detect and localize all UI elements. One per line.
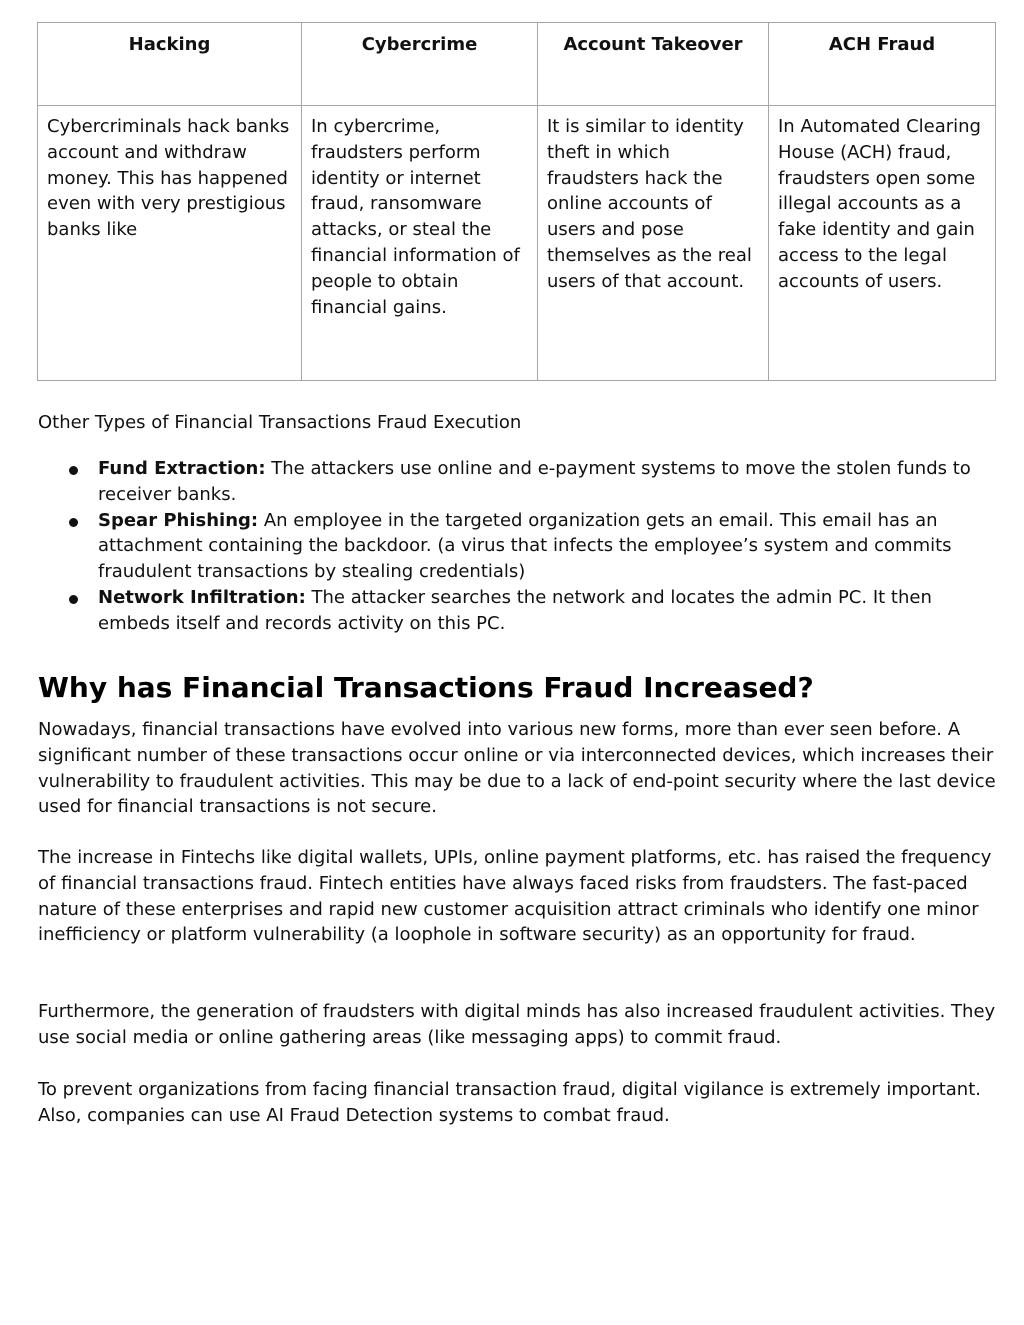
bullet-icon xyxy=(69,466,78,475)
table-cell: Cybercriminals hack banks account and withdraw money. This has happened even with very prestigious banks like xyxy=(38,106,302,381)
intro-text: Other Types of Financial Transactions Fraud Execution xyxy=(38,412,522,433)
table-cell: In cybercrime, fraudsters perform identity or internet fraud, ransomware attacks, or steal the financial information of people to obtain financial gains. xyxy=(302,106,538,381)
table-header-row xyxy=(38,23,996,106)
list-item-text: An employee in the targeted organization gets an email. This email has an attachment containing the backdoor. (a virus that infects the employee’s system and commits fraudulent transactions by stealing credentials) xyxy=(98,509,952,583)
table-row xyxy=(38,106,996,381)
list-item-text: The attackers use online and e-payment systems to move the stolen funds to receiver banks. xyxy=(98,458,971,505)
section-heading: Why has Financial Transactions Fraud Increased? xyxy=(38,671,814,704)
list-item-term: Fund Extraction: xyxy=(98,458,266,479)
list-item-text: The attacker searches the network and locates the admin PC. It then embeds itself and records activity on this PC. xyxy=(98,586,932,634)
body-paragraph: To prevent organizations from facing financial transaction fraud, digital vigilance is extremely important. Also, companies can use AI Fraud Detection systems to combat fraud. xyxy=(38,1079,981,1126)
body-paragraph: Furthermore, the generation of fraudsters with digital minds has also increased fraudulent activities. They use social media or online gathering areas (like messaging apps) to commit fraud. xyxy=(38,1001,996,1048)
table-header-cell: ACH Fraud xyxy=(769,23,996,106)
list-item xyxy=(38,456,998,508)
bullet-icon xyxy=(69,518,78,527)
list-item xyxy=(38,508,998,585)
list-item xyxy=(38,585,998,637)
table-header-cell: Account Takeover xyxy=(538,23,769,106)
table-cell: It is similar to identity theft in which fraudsters hack the online accounts of users and pose themselves as the real users of that account. xyxy=(538,106,769,381)
table-header-cell: Hacking xyxy=(38,23,302,106)
fraud-types-table xyxy=(37,22,996,381)
fraud-execution-list xyxy=(38,456,998,637)
list-item-term: Spear Phishing: xyxy=(98,509,259,531)
body-paragraph: The increase in Fintechs like digital wallets, UPIs, online payment platforms, etc. has raised the frequency of financial transactions fraud. Fintech entities have always faced risks from fraudsters. The fast-paced nature of these enterprises and rapid new customer acquisition attract criminals who identify one minor inefficiency or platform vulnerability (a loophole in software security) as an opportunity for fraud. xyxy=(38,847,992,946)
table-cell: In Automated Clearing House (ACH) fraud, fraudsters open some illegal accounts as a fake identity and gain access to the legal accounts of users. xyxy=(769,106,996,381)
list-item-term: Network Infiltration: xyxy=(98,586,306,608)
bullet-icon xyxy=(69,595,78,604)
table-header-cell: Cybercrime xyxy=(302,23,538,106)
body-paragraph: Nowadays, financial transactions have evolved into various new forms, more than ever seen before. A significant number of these transactions occur online or via interconnected devices, which increases their vulnerability to fraudulent activities. This may be due to a lack of end-point security where the last device used for financial transactions is not secure. xyxy=(38,719,996,818)
